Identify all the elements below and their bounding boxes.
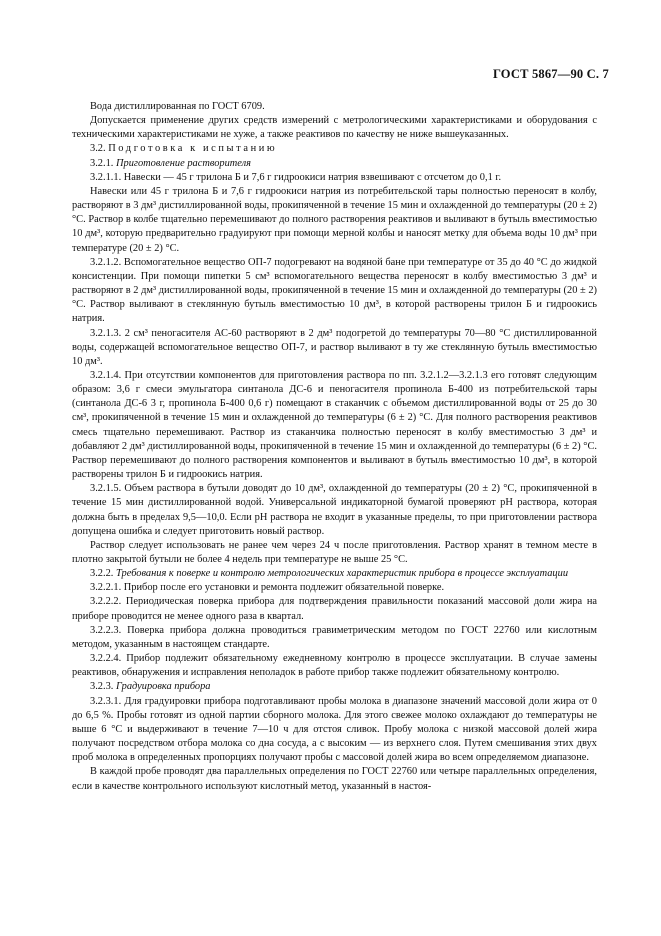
paragraph: 3.2.2.4. Прибор подлежит обязательному ежедневному контролю в процессе эксплуатации. В случае замены реактивов, обнаружения и исправления неполадок в работе прибор также подлежит обязательному контролю. bbox=[72, 653, 597, 679]
subsection-title: Требования к поверке и контролю метрологических характеристик прибора в процессе эксплуатации bbox=[116, 568, 569, 580]
page-header: ГОСТ 5867—90 С. 7 bbox=[492, 67, 609, 81]
subsection-heading bbox=[72, 567, 597, 581]
section-heading bbox=[72, 142, 597, 156]
paragraph: В каждой пробе проводят два параллельных определения по ГОСТ 22760 или четыре параллельных определения, если в качестве контрольного используют кислотный метод, указанный в настоя- bbox=[72, 766, 597, 792]
subsection-number: 3.2.1. bbox=[90, 157, 114, 169]
subsection-number: 3.2.2. bbox=[90, 568, 114, 580]
paragraph: Допускается применение других средств измерений с метрологическими характеристиками и оборудования с техническими характеристиками не хуже, а также реактивов по качеству не ниже вышеуказанных. bbox=[72, 115, 597, 141]
section-number: 3.2. bbox=[90, 143, 106, 155]
paragraph: 3.2.2.2. Периодическая поверка прибора для подтверждения правильности показаний массовой доли жира на приборе проводится не менее одного раза в квартал. bbox=[72, 596, 597, 622]
paragraph: 3.2.1.2. Вспомогательное вещество ОП-7 подогревают на водяной бане при температуре от 35 до 40 °С до жидкой консистенции. При помощи пипетки 5 см³ вспомогательного вещества переносят в колбу вместимостью 3 дм³ и растворяют в 2 дм³ дистиллированной воды, прокипяченной в течение 15 мин и охлажденной до температуры (20 ± 2) °С. Раствор выливают в стеклянную бутыль вместимостью 10 дм³, в которой растворены трилон Б и гидроокись натрия. bbox=[72, 256, 597, 325]
subsection-title: Градуировка прибора bbox=[116, 681, 211, 693]
paragraph: 3.2.1.1. Навески — 45 г трилона Б и 7,6 г гидроокиси натрия взвешивают с отсчетом до 0,1 г. bbox=[90, 171, 502, 183]
subsection-heading bbox=[72, 157, 597, 171]
paragraph: 3.2.2.1. Прибор после его установки и ремонта подлежит обязательной поверке. bbox=[90, 582, 445, 594]
paragraph: 3.2.1.3. 2 см³ пеногасителя АС-60 растворяют в 2 дм³ подогретой до температуры 70—80 °С дистиллированной воды, содержащей вспомогательное вещество ОП-7, и раствор выливают в ту же стеклянную бутыль вместимостью 10 дм³. bbox=[72, 327, 597, 367]
paragraph: Навески или 45 г трилона Б и 7,6 г гидроокиси натрия из потребительской тары полностью переносят в колбу, растворяют в 3 дм³ дистиллированной воды, прокипяченной в течение 15 мин и охлажденной до температуры (20 ± 2) °С. Раствор в колбе тщательно перемешивают до полного растворения реактивов и выливают в бутыль вместимостью 10 дм³, которую предварительно градуируют при помощи мерной колбы и наносят метку для объема воды 10 дм³ при температуре (20 ± 2) °С. bbox=[72, 185, 597, 254]
paragraph: Вода дистиллированная по ГОСТ 6709. bbox=[90, 101, 265, 112]
paragraph: Раствор следует использовать не ранее чем через 24 ч после приготовления. Раствор хранят в темном месте в плотно закрытой бутыли не более 4 недель при температуре не выше 25 °С. bbox=[72, 539, 597, 565]
subsection-heading bbox=[72, 680, 597, 694]
subsection-title: Приготовление растворителя bbox=[116, 157, 251, 169]
paragraph: 3.2.3.1. Для градуировки прибора подготавливают пробы молока в диапазоне значений массовой доли жира от 0 до 6,5 %. Пробы готовят из одной партии сборного молока. Для этого свежее молоко охлаждают до температуры не выше 6 °С и выдерживают в течение 7—10 ч для отстоя сливок. Пробу молока с низкой массовой долей жира получают посредством отбора молока со дна сосуда, а с высоким — из верхнего слоя. Путем смешивания этих двух проб молока в определенных пропорциях получают пробы с массовой долей жира во всем определяемом диапазоне. bbox=[72, 695, 597, 764]
paragraph: 3.2.2.3. Поверка прибора должна проводиться гравиметрическим методом по ГОСТ 22760 или кислотным методом, указанным в настоящем стандарте. bbox=[72, 624, 597, 650]
paragraph: 3.2.1.4. При отсутствии компонентов для приготовления раствора по пп. 3.2.1.2—3.2.1.3 его готовят следующим образом: 3,6 г смеси эмульгатора синтанола ДС-6 и пеногасителя пропинола Б-400 из потребительской тары (синтанола ДС-6 3 г, пропинола Б-400 0,6 г) помещают в стаканчик с объемом дистиллированной воды от 25 до 30 см³, прокипяченной в течение 15 мин и охлажденной до температуры (6 ± 2) °С. Для полного растворения реактивов смесь тщательно перемешивают. Раствор из стаканчика полностью переносят в колбу вместимостью 3 дм³ и добавляют 2 дм³ дистиллированной воды, прокипяченной в течение 15 мин и охлажденной до температуры (6 ± 2) °С. Раствор перемешивают до полного растворения компонентов и выливают в бутыль вместимостью 10 дм³, в которой растворены трилон Б и гидроокись натрия. bbox=[72, 369, 597, 481]
document-body bbox=[72, 100, 597, 794]
subsection-number: 3.2.3. bbox=[90, 681, 114, 693]
paragraph: 3.2.1.5. Объем раствора в бутыли доводят до 10 дм³, охлажденной до температуры (20 ± 2) °С, прокипяченной в течение 15 мин дистиллированной водой. Универсальной индикаторной бумагой проверяют рН раствора, которая должна быть в пределах 9,5—10,0. Если рН раствора не входит в указанные пределы, то при приготовлении раствора допущена ошибка и следует приготовить новый раствор. bbox=[72, 483, 597, 537]
section-title: Подготовка к испытанию bbox=[108, 143, 278, 155]
